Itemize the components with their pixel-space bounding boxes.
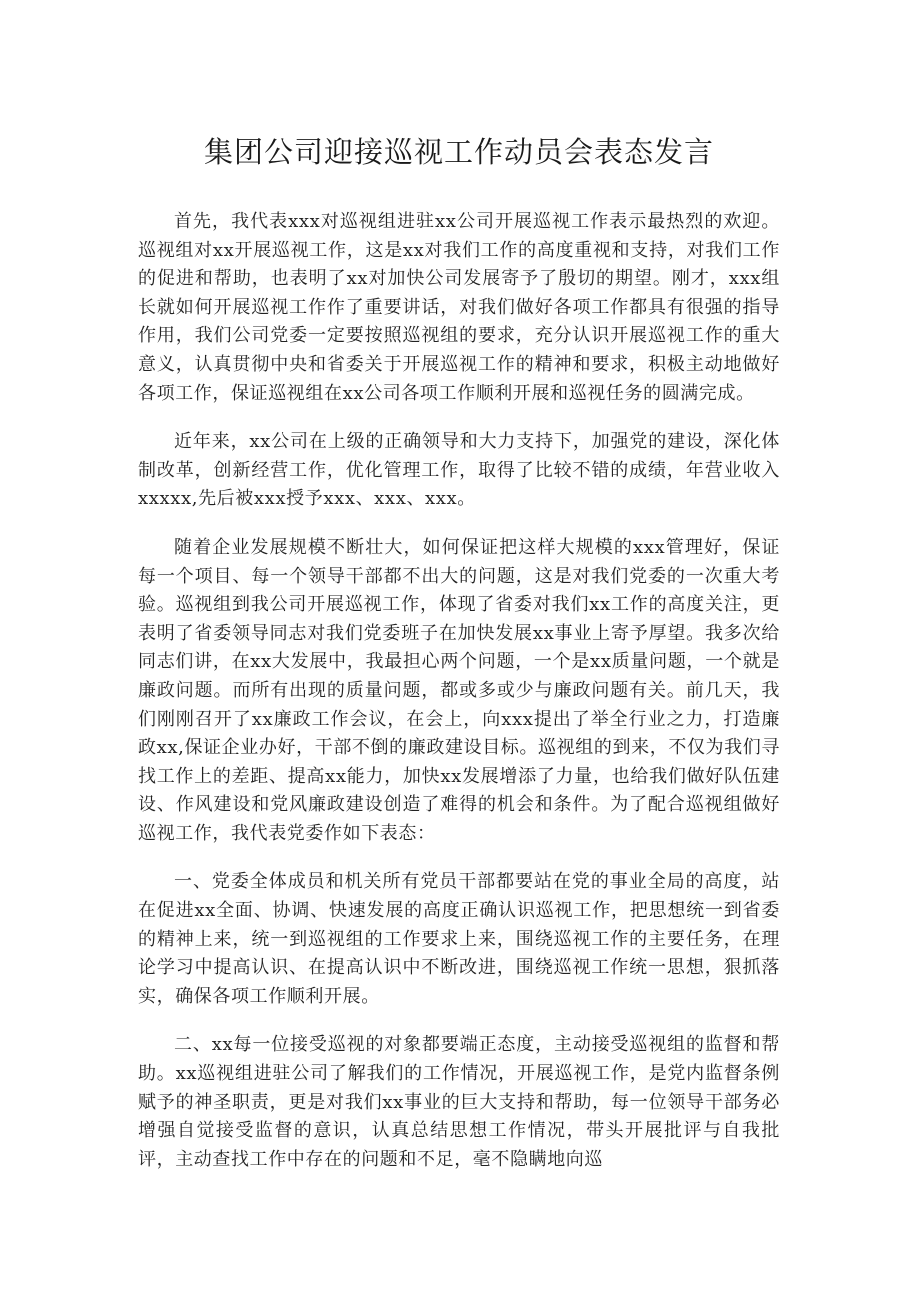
paragraph-commitment-two: 二、xx每一位接受巡视的对象都要端正态度，主动接受巡视组的监督和帮助。xx巡视组进驻公司了解我们的工作情况，开展巡视工作，是党内监督条例赋予的神圣职责，更是对我们xx事业的巨大支持和帮助，每一位领导干部务必增强自觉接受监督的意识，认真总结思想工作情况，带头开展批评与自我批评，主动查找工作中存在的问题和不足，毫不隐瞒地向巡 xyxy=(138,1034,780,1170)
paragraph-challenges: 随着企业发展规模不断壮大，如何保证把这样大规模的xxx管理好，保证每一个项目、每一个领导干部都不出大的问题，这是对我们党委的一次重大考验。巡视组到我公司开展巡视工作，体现了省委对我们xx工作的高度关注，更表明了省委领导同志对我们党委班子在加快发展xx事业上寄予厚望。我多次给同志们讲，在xx大发展中，我最担心两个问题，一个是xx质量问题，一个就是廉政问题。而所有出现的质量问题，都或多或少与廉政问题有关。前几天，我们刚刚召开了xx廉政工作会议，在会上，向xxx提出了举全行业之力，打造廉政xx,保证企业办好，干部不倒的廉政建设目标。巡视组的到来，不仅为我们寻找工作上的差距、提高xx能力，加快xx发展增添了力量，也给我们做好队伍建设、作风建设和党风廉政建设创造了难得的机会和条件。为了配合巡视组做好巡视工作，我代表党委作如下表态： xyxy=(138,536,780,844)
paragraph-achievements: 近年来，xx公司在上级的正确领导和大力支持下，加强党的建设，深化体制改革，创新经营工作，优化管理工作，取得了比较不错的成绩，年营业收入xxxxx,先后被xxx授予xxx、xxx、xxx。 xyxy=(138,431,780,510)
paragraph-welcome: 首先，我代表xxx对巡视组进驻xx公司开展巡视工作表示最热烈的欢迎。巡视组对xx开展巡视工作，这是xx对我们工作的高度重视和支持，对我们工作的促进和帮助，也表明了xx对加快公司发展寄予了殷切的期望。刚才，xxx组长就如何开展巡视工作作了重要讲话，对我们做好各项工作都具有很强的指导作用，我们公司党委一定要按照巡视组的要求，充分认识开展巡视工作的重大意义，认真贯彻中央和省委关于开展巡视工作的精神和要求，积极主动地做好各项工作，保证巡视组在xx公司各项工作顺利开展和巡视任务的圆满完成。 xyxy=(138,211,780,404)
paragraph-commitment-one: 一、党委全体成员和机关所有党员干部都要站在党的事业全局的高度，站在促进xx全面、协调、快速发展的高度正确认识巡视工作，把思想统一到省委的精神上来，统一到巡视组的工作要求上来，围绕巡视工作的主要任务，在理论学习中提高认识、在提高认识中不断改进，围绕巡视工作统一思想，狠抓落实，确保各项工作顺利开展。 xyxy=(138,871,780,1007)
document-title: 集团公司迎接巡视工作动员会表态发言 xyxy=(203,135,714,169)
